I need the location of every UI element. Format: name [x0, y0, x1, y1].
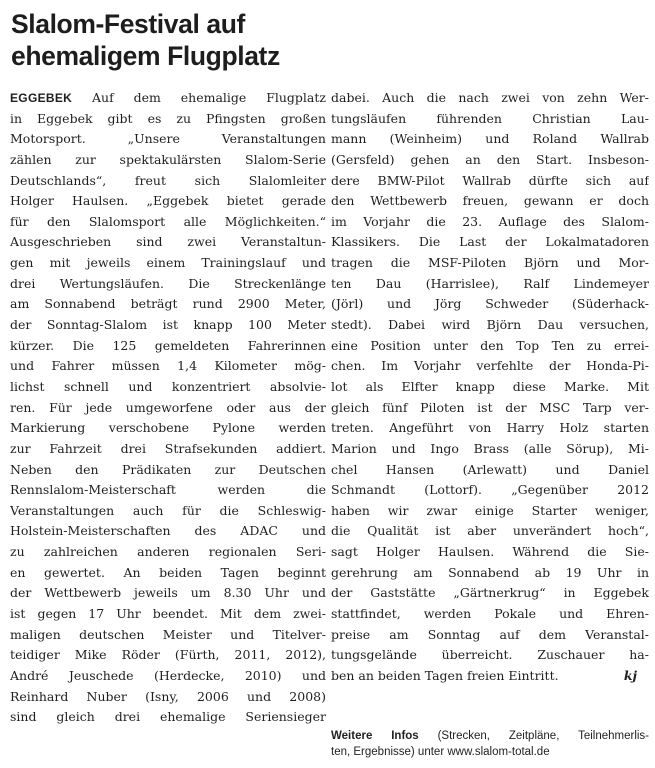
right-column-line: der Gaststätte „Gärtnerkrug“ in Eggebek — [331, 585, 649, 601]
left-column-line: Holger Haulsen. „Eggebek bietet gerade — [10, 193, 326, 209]
right-column-line: Klassikers. Die Last der Lokalmatadoren — [331, 234, 649, 250]
right-column-line: chel Hansen (Arlewatt) und Daniel — [331, 461, 649, 477]
right-column-line: lot als Elfter knapp diese Marke. Mit — [331, 378, 649, 394]
left-column-line: ist gegen 17 Uhr beendet. Mit dem zwei- — [10, 606, 326, 622]
left-column-line: der Sonntag-Slalom ist knapp 100 Meter — [10, 317, 326, 333]
info-line-2: ten, Ergebnisse) unter www.slalom-total.de — [331, 745, 550, 758]
right-column-line: tungsläufen führenden Christian Lau- — [331, 110, 649, 126]
right-column-line: chen. Im Vorjahr verfehlte der Honda-Pi- — [331, 358, 649, 374]
left-column-line: kürzer. Die 125 gemeldeten Fahrerinnen — [10, 337, 326, 353]
left-column-line: zählen zur spektakulärsten Slalom-Serie — [10, 151, 326, 167]
right-column-line: gleich fünf Piloten ist der MSC Tarp ver- — [331, 399, 649, 415]
left-column-line: Holstein-Meisterschaften des ADAC und — [10, 523, 326, 539]
right-column-line: tungsgelände überreicht. Zuschauer ha- — [331, 647, 649, 663]
left-column-line: André Jeuschede (Herdecke, 2010) und — [10, 667, 326, 683]
right-column-line: stedt). Dabei wird Björn Dau versuchen, — [331, 317, 649, 333]
more-info-box — [331, 729, 649, 760]
left-column-line-text: Auf dem ehemalige Flugplatz — [72, 90, 326, 105]
left-column-line: Veranstaltungen auch für die Schleswig- — [10, 502, 326, 518]
left-column-line — [10, 88, 326, 109]
dateline: EGGEBEK — [10, 91, 73, 105]
right-column-line: Schmandt (Lottorf). „Gegenüber 2012 — [331, 482, 649, 498]
right-column-line: dere BMW-Pilot Wallrab dürfte sich auf — [331, 172, 649, 188]
right-column-line — [331, 666, 649, 687]
left-column-line: Motorsport. „Unsere Veranstaltungen — [10, 131, 326, 147]
left-column-line: Rennslalom-Meisterschaft werden die — [10, 482, 326, 498]
left-column — [10, 88, 326, 728]
left-column-line: teidiger Mike Röder (Fürth, 2011, 2012), — [10, 647, 326, 663]
right-column-line: preise am Sonntag auf dem Veranstal- — [331, 626, 649, 642]
right-column-line: den Wettbewerb freuen, gewann er doch — [331, 193, 649, 209]
right-column-line: (Jörl) und Jörg Schweder (Süderhack- — [331, 296, 649, 312]
left-column-line: Neben den Prädikaten zur Deutschen — [10, 461, 326, 477]
right-column-line: Marion und Ingo Brass (alle Sörup), Mi- — [331, 440, 649, 456]
headline — [11, 8, 611, 72]
left-column-line: sind gleich drei ehemalige Seriensieger — [10, 709, 326, 725]
right-column-line: eine Position unter den Top Ten zu errei- — [331, 337, 649, 353]
right-column-line: haben wir zwar einige Starter weniger, — [331, 502, 649, 518]
right-column-line: mann (Weinheim) und Roland Wallrab — [331, 131, 649, 147]
info-line-1 — [331, 729, 649, 745]
author-signature: kj — [623, 667, 637, 683]
left-column-line: Ausgeschrieben sind zwei Veranstaltun- — [10, 234, 326, 250]
right-column-line-text: ben an beiden Tagen freien Eintritt. — [331, 667, 559, 683]
right-column-line: dabei. Auch die nach zwei von zehn Wer- — [331, 90, 649, 105]
left-column-line: lichst schnell und konzentriert absolvie- — [10, 378, 326, 394]
left-column-line: in Eggebek gibt es zu Pfingsten großen — [10, 110, 326, 126]
right-column-line: gerehrung am Sonnabend ab 19 Uhr in — [331, 564, 649, 580]
right-column-line: treten. Angeführt von Harry Holz starten — [331, 420, 649, 436]
right-column-line: stattfindet, werden Pokale und Ehren- — [331, 606, 649, 622]
left-column-line: für den Slalomsport alle Möglichkeiten.“ — [10, 213, 326, 229]
right-column-line: ten Dau (Harrislee), Ralf Lindemeyer — [331, 275, 649, 291]
left-column-line: zu zahlreichen anderen regionalen Seri- — [10, 544, 326, 560]
right-column-line: im Vorjahr die 23. Auflage des Slalom- — [331, 213, 649, 229]
left-column-line: der Wettbewerb jeweils um 8.30 Uhr und — [10, 585, 326, 601]
headline-line-1: Slalom-Festival auf — [11, 9, 245, 39]
left-column-line: am Sonnabend beträgt rund 2900 Meter, — [10, 296, 326, 312]
left-column-line: ren. Für jede umgeworfene oder aus der — [10, 399, 326, 415]
right-column-line: (Gersfeld) gehen an den Start. Insbeson- — [331, 151, 649, 167]
left-column-line: Markierung verschobene Pylone werden — [10, 420, 326, 436]
right-column — [331, 88, 649, 687]
info-line-1-text: (Strecken, Zeitpläne, Teilnehmerlis- — [418, 730, 649, 742]
left-column-line: maligen deutschen Meister und Titelver- — [10, 626, 326, 642]
right-column-line: sagt Holger Haulsen. Während die Sie- — [331, 544, 649, 560]
right-column-line: die Qualität ist aber unverändert hoch“, — [331, 523, 649, 539]
headline-line-2: ehemaligem Flugplatz — [11, 41, 280, 71]
left-column-line: Reinhard Nuber (Isny, 2006 und 2008) — [10, 688, 326, 704]
right-column-line: tragen die MSF-Piloten Björn und Mor- — [331, 255, 649, 271]
left-column-line: drei Wertungsläufen. Die Streckenlänge — [10, 275, 326, 291]
left-column-line: Deutschlands“, freut sich Slalomleiter — [10, 172, 326, 188]
left-column-line: gen mit jeweils einem Trainingslauf und — [10, 255, 326, 271]
left-column-line: und Fahrer müssen 1,4 Kilometer mög- — [10, 358, 326, 374]
left-column-line: zur Fahrzeit drei Strafsekunden addiert. — [10, 440, 326, 456]
info-label: Weitere Infos — [331, 730, 419, 742]
left-column-line: en gewertet. An beiden Tagen beginnt — [10, 564, 326, 580]
